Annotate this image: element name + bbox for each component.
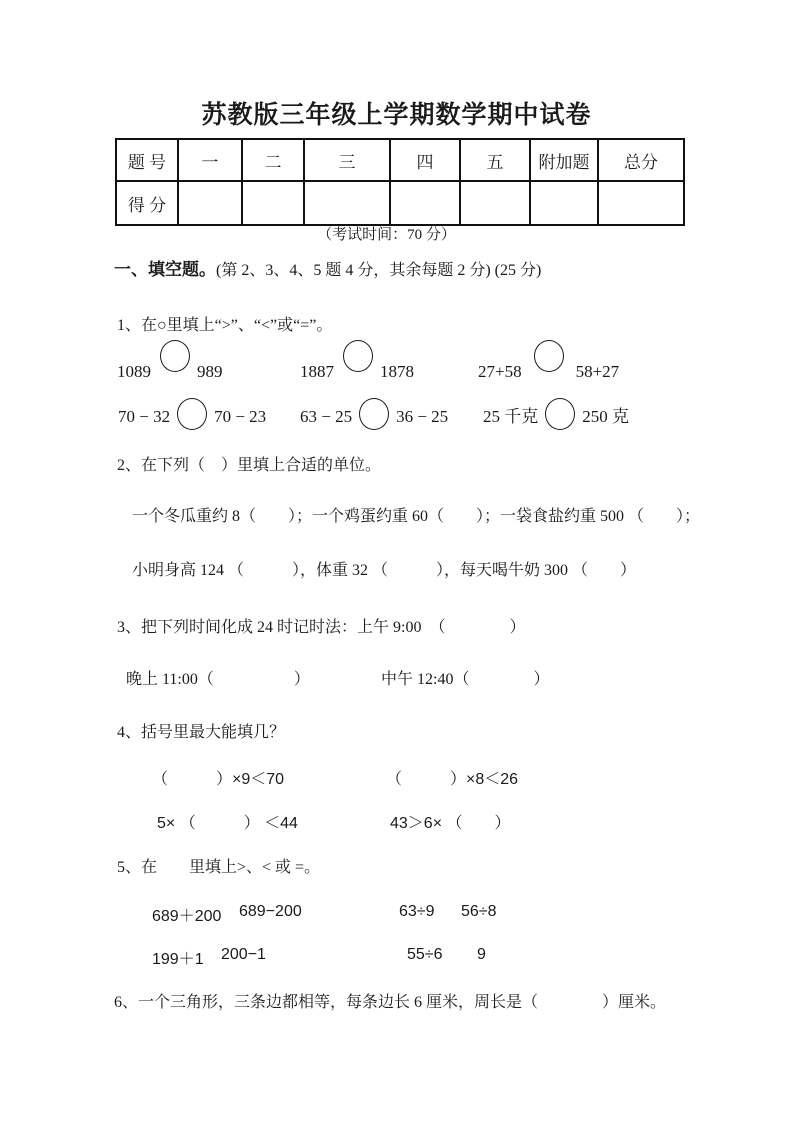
q5-expression: 63÷9 bbox=[399, 903, 435, 920]
answer-circle bbox=[177, 398, 207, 430]
q4-expression: （ ）×9＜70 bbox=[152, 771, 285, 788]
column-header-3: 三 bbox=[304, 139, 390, 181]
q5-expression: 689−200 bbox=[239, 903, 302, 920]
score-table-header-row bbox=[116, 139, 684, 181]
q5-prompt: 5、在 里填上>、< 或 =。 bbox=[117, 859, 321, 876]
right-operand: 250 克 bbox=[582, 407, 629, 426]
comparison-item bbox=[300, 398, 448, 430]
q5-expression: 9 bbox=[477, 946, 486, 963]
q2-line-1: 一个冬瓜重约 8（ ）；一个鸡蛋约重 60（ ）；一袋食盐约重 500 （ ）； bbox=[132, 508, 701, 525]
q6-text: 6、一个三角形，三条边都相等，每条边长 6 厘米，周长是（ ）厘米。 bbox=[114, 994, 667, 1011]
score-blank-cell bbox=[598, 181, 684, 225]
column-header-2: 二 bbox=[242, 139, 304, 181]
page-title: 苏教版三年级上学期数学期中试卷 bbox=[201, 101, 592, 129]
comparison-item bbox=[300, 340, 414, 382]
section-1-heading bbox=[114, 255, 541, 280]
exam-time-note: （考试时间：70 分） bbox=[317, 227, 456, 243]
score-row bbox=[116, 181, 684, 225]
left-operand: 1089 bbox=[117, 362, 151, 381]
q5-expression: 56÷8 bbox=[461, 903, 497, 920]
q2-prompt: 2、在下列（ ）里填上合适的单位。 bbox=[117, 457, 382, 474]
q3-item-evening: 晚上 11:00（ ） bbox=[126, 671, 310, 688]
left-operand: 27+58 bbox=[478, 362, 522, 381]
section-1-scoring-note: (第 2、3、4、5 题 4 分，其余每题 2 分) (25 分) bbox=[216, 262, 542, 279]
score-blank-cell bbox=[390, 181, 460, 225]
comparison-item bbox=[118, 398, 266, 430]
column-header-4: 四 bbox=[390, 139, 460, 181]
column-header-1: 一 bbox=[178, 139, 242, 181]
q3-item-noon: 中午 12:40（ ） bbox=[381, 671, 550, 688]
score-blank-cell bbox=[304, 181, 390, 225]
comparison-item bbox=[483, 398, 629, 430]
right-operand: 1878 bbox=[380, 362, 414, 381]
section-1-title: 一、填空题。 bbox=[114, 260, 216, 279]
q4-prompt: 4、括号里最大能填几？ bbox=[117, 724, 286, 741]
q2-line-2: 小明身高 124 （ ），体重 32 （ ），每天喝牛奶 300 （ ） bbox=[132, 562, 637, 579]
answer-circle bbox=[359, 398, 389, 430]
right-operand: 36 − 25 bbox=[396, 407, 449, 426]
score-blank-cell bbox=[178, 181, 242, 225]
right-operand: 70 − 23 bbox=[214, 407, 267, 426]
comparison-item bbox=[117, 340, 223, 382]
q3-prompt: 3、把下列时间化成 24 时记时法：上午 9:00 （ ） bbox=[117, 619, 526, 636]
answer-circle bbox=[545, 398, 575, 430]
score-blank-cell bbox=[530, 181, 598, 225]
q5-expression: 55÷6 bbox=[407, 946, 443, 963]
score-label-cell: 得 分 bbox=[116, 181, 178, 225]
answer-circle bbox=[160, 340, 190, 372]
left-operand: 63 − 25 bbox=[300, 407, 353, 426]
left-operand: 25 千克 bbox=[483, 407, 539, 426]
right-operand: 989 bbox=[197, 362, 223, 381]
right-operand: 58+27 bbox=[575, 362, 620, 381]
header-label-cell: 题 号 bbox=[116, 139, 178, 181]
q4-expression: （ ）×8＜26 bbox=[386, 771, 519, 788]
answer-circle bbox=[343, 340, 373, 372]
left-operand: 1887 bbox=[300, 362, 334, 381]
column-header-total: 总分 bbox=[598, 139, 684, 181]
q4-expression: 43＞6× （ ） bbox=[390, 815, 511, 832]
score-blank-cell bbox=[242, 181, 304, 225]
q5-expression: 199＋1 bbox=[152, 951, 204, 968]
q5-expression: 689＋200 bbox=[152, 908, 222, 925]
answer-circle bbox=[534, 340, 564, 372]
left-operand: 70 − 32 bbox=[118, 407, 171, 426]
comparison-item bbox=[478, 340, 619, 382]
score-blank-cell bbox=[460, 181, 530, 225]
q4-expression: 5× （ ） ＜44 bbox=[157, 815, 298, 832]
column-header-bonus: 附加题 bbox=[530, 139, 598, 181]
column-header-5: 五 bbox=[460, 139, 530, 181]
q1-prompt: 1、在○里填上“>”、“<”或“=”。 bbox=[117, 317, 333, 334]
score-table bbox=[115, 138, 685, 226]
q5-expression: 200−1 bbox=[221, 946, 266, 963]
